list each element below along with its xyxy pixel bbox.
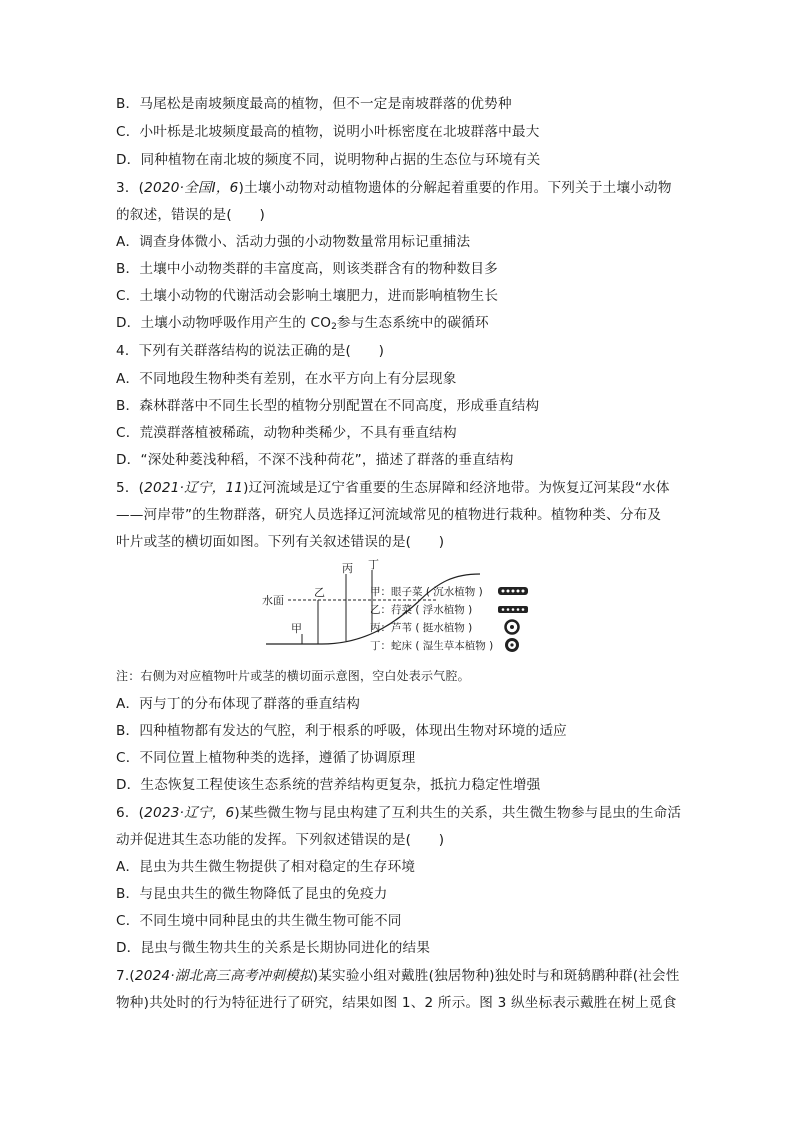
q3-number: 3．( — [116, 180, 145, 196]
q3-option-b: B．土壤中小动物类群的丰富度高，则该类群含有的物种数目多 — [116, 261, 498, 277]
q5-stem-line2: ——河岸带”的生物群落，研究人员选择辽河流域常见的植物进行栽种。植物种类、分布及 — [116, 507, 662, 523]
q5-number: 5．( — [116, 480, 145, 496]
legend-bing: 丙：芦苇 ( 挺水植物 ) — [370, 622, 473, 634]
q3-option-d-text: D．土壤小动物呼吸作用产生的 CO — [116, 315, 332, 331]
q5-option-d: D．生态恢复工程使该生态系统的营养结构更复杂，抵抗力稳定性增强 — [116, 777, 541, 793]
plant-bing-label: 丙 — [342, 562, 353, 575]
q5-stem-line1 — [116, 478, 670, 498]
q2-option-c: C．小叶栎是北坡频度最高的植物，说明小叶栎密度在北坡群落中最大 — [116, 124, 540, 140]
q6-option-d: D．昆虫与微生物共生的关系是长期协同进化的结果 — [116, 940, 431, 956]
legend-yi: 乙：荇菜 ( 浮水植物 ) — [370, 604, 473, 616]
plant-yi-label: 乙 — [314, 586, 325, 599]
q6-option-a: A．昆虫为共生微生物提供了相对稳定的生存环境 — [116, 859, 416, 875]
q3-option-a: A．调查身体微小、活动力强的小动物数量常用标记重捕法 — [116, 234, 471, 250]
q6-option-b: B．与昆虫共生的微生物降低了昆虫的免疫力 — [116, 886, 388, 902]
q5-stem-text: )辽河流域是辽宁省重要的生态屏障和经济地带。为恢复辽河某段“水体 — [243, 480, 670, 496]
q5-option-a: A．丙与丁的分布体现了群落的垂直结构 — [116, 696, 360, 712]
legend-jia: 甲：眼子菜 ( 沉水植物 ) — [370, 586, 483, 598]
q4-option-c: C．荒漠群落植被稀疏，动物种类稀少，不具有垂直结构 — [116, 425, 457, 441]
q3-option-c: C．土壤小动物的代谢活动会影响土壤肥力，进而影响植物生长 — [116, 288, 499, 304]
q4-option-d: D．“深处种菱浅种稻，不深不浅种荷花”，描述了群落的垂直结构 — [116, 452, 514, 468]
cross-section-ding-icon — [505, 638, 519, 652]
water-surface-label: 水面 — [262, 594, 284, 607]
cross-section-jia-icon — [498, 587, 528, 595]
plant-jia-label: 甲 — [291, 622, 302, 635]
q6-stem-text: )某些微生物与昆虫构建了互利共生的关系，共生微生物参与昆虫的生命活 — [234, 805, 682, 821]
q4-option-b: B．森林群落中不同生长型的植物分别配置在不同高度，形成垂直结构 — [116, 398, 540, 414]
q2-option-d: D．同种植物在南北坡的频度不同，说明物种占据的生态位与环境有关 — [116, 152, 541, 168]
q2-option-b: B．马尾松是南坡频度最高的植物，但不一定是南坡群落的优势种 — [116, 96, 512, 112]
q6-source: 2023·辽宁，6 — [144, 805, 235, 821]
q5-stem-line3: 叶片或茎的横切面如图。下列有关叙述错误的是( ) — [116, 534, 445, 550]
q7-stem-line1 — [116, 966, 680, 986]
q3-option-d — [116, 313, 489, 337]
legend-ding: 丁：蛇床 ( 湿生草本植物 ) — [370, 640, 494, 652]
q4-stem: 4．下列有关群落结构的说法正确的是( ) — [116, 343, 385, 359]
q7-number: 7.( — [116, 968, 135, 984]
cross-section-yi-icon — [498, 606, 528, 613]
q7-source: 2024·湖北高三高考冲刺模拟 — [134, 968, 313, 984]
q7-stem-text: )某实验小组对戴胜(独居物种)独处时与和斑鸫鹛种群(社会性 — [312, 968, 680, 984]
q6-stem-line1 — [116, 803, 681, 823]
q6-stem-line2: 动并促进其生态功能的发挥。下列叙述错误的是( ) — [116, 832, 445, 848]
q3-stem-text: )土壤小动物对动植物遗体的分解起着重要的作用。下列关于土壤小动物 — [238, 180, 672, 196]
q6-option-c: C．不同生境中同种昆虫的共生微生物可能不同 — [116, 913, 402, 929]
river-bank-figure — [250, 558, 540, 658]
plant-ding-label: 丁 — [368, 558, 379, 571]
q6-number: 6．( — [116, 805, 145, 821]
q5-option-c: C．不同位置上植物种类的选择，遵循了协调原理 — [116, 750, 416, 766]
q4-option-a: A．不同地段生物种类有差别，在水平方向上有分层现象 — [116, 371, 457, 387]
cross-section-bing-icon — [506, 621, 519, 634]
q7-stem-line2: 物种)共处时的行为特征进行了研究，结果如图 1、2 所示。图 3 纵坐标表示戴胜在树上觅食 — [116, 995, 677, 1011]
q5-source: 2021·辽宁，11 — [144, 480, 244, 496]
co2-subscript: 2 — [331, 322, 338, 332]
q3-stem-line1 — [116, 178, 672, 198]
q3-option-d-tail: 参与生态系统中的碳循环 — [337, 315, 489, 331]
q3-stem-line2: 的叙述，错误的是( ) — [116, 207, 265, 223]
q3-source: 2020·全国Ⅰ，6 — [144, 180, 239, 196]
q5-option-b: B．四种植物都有发达的气腔，利于根系的呼吸，体现出生物对环境的适应 — [116, 723, 567, 739]
figure-note: 注：右侧为对应植物叶片或茎的横切面示意图，空白处表示气腔。 — [116, 669, 470, 683]
